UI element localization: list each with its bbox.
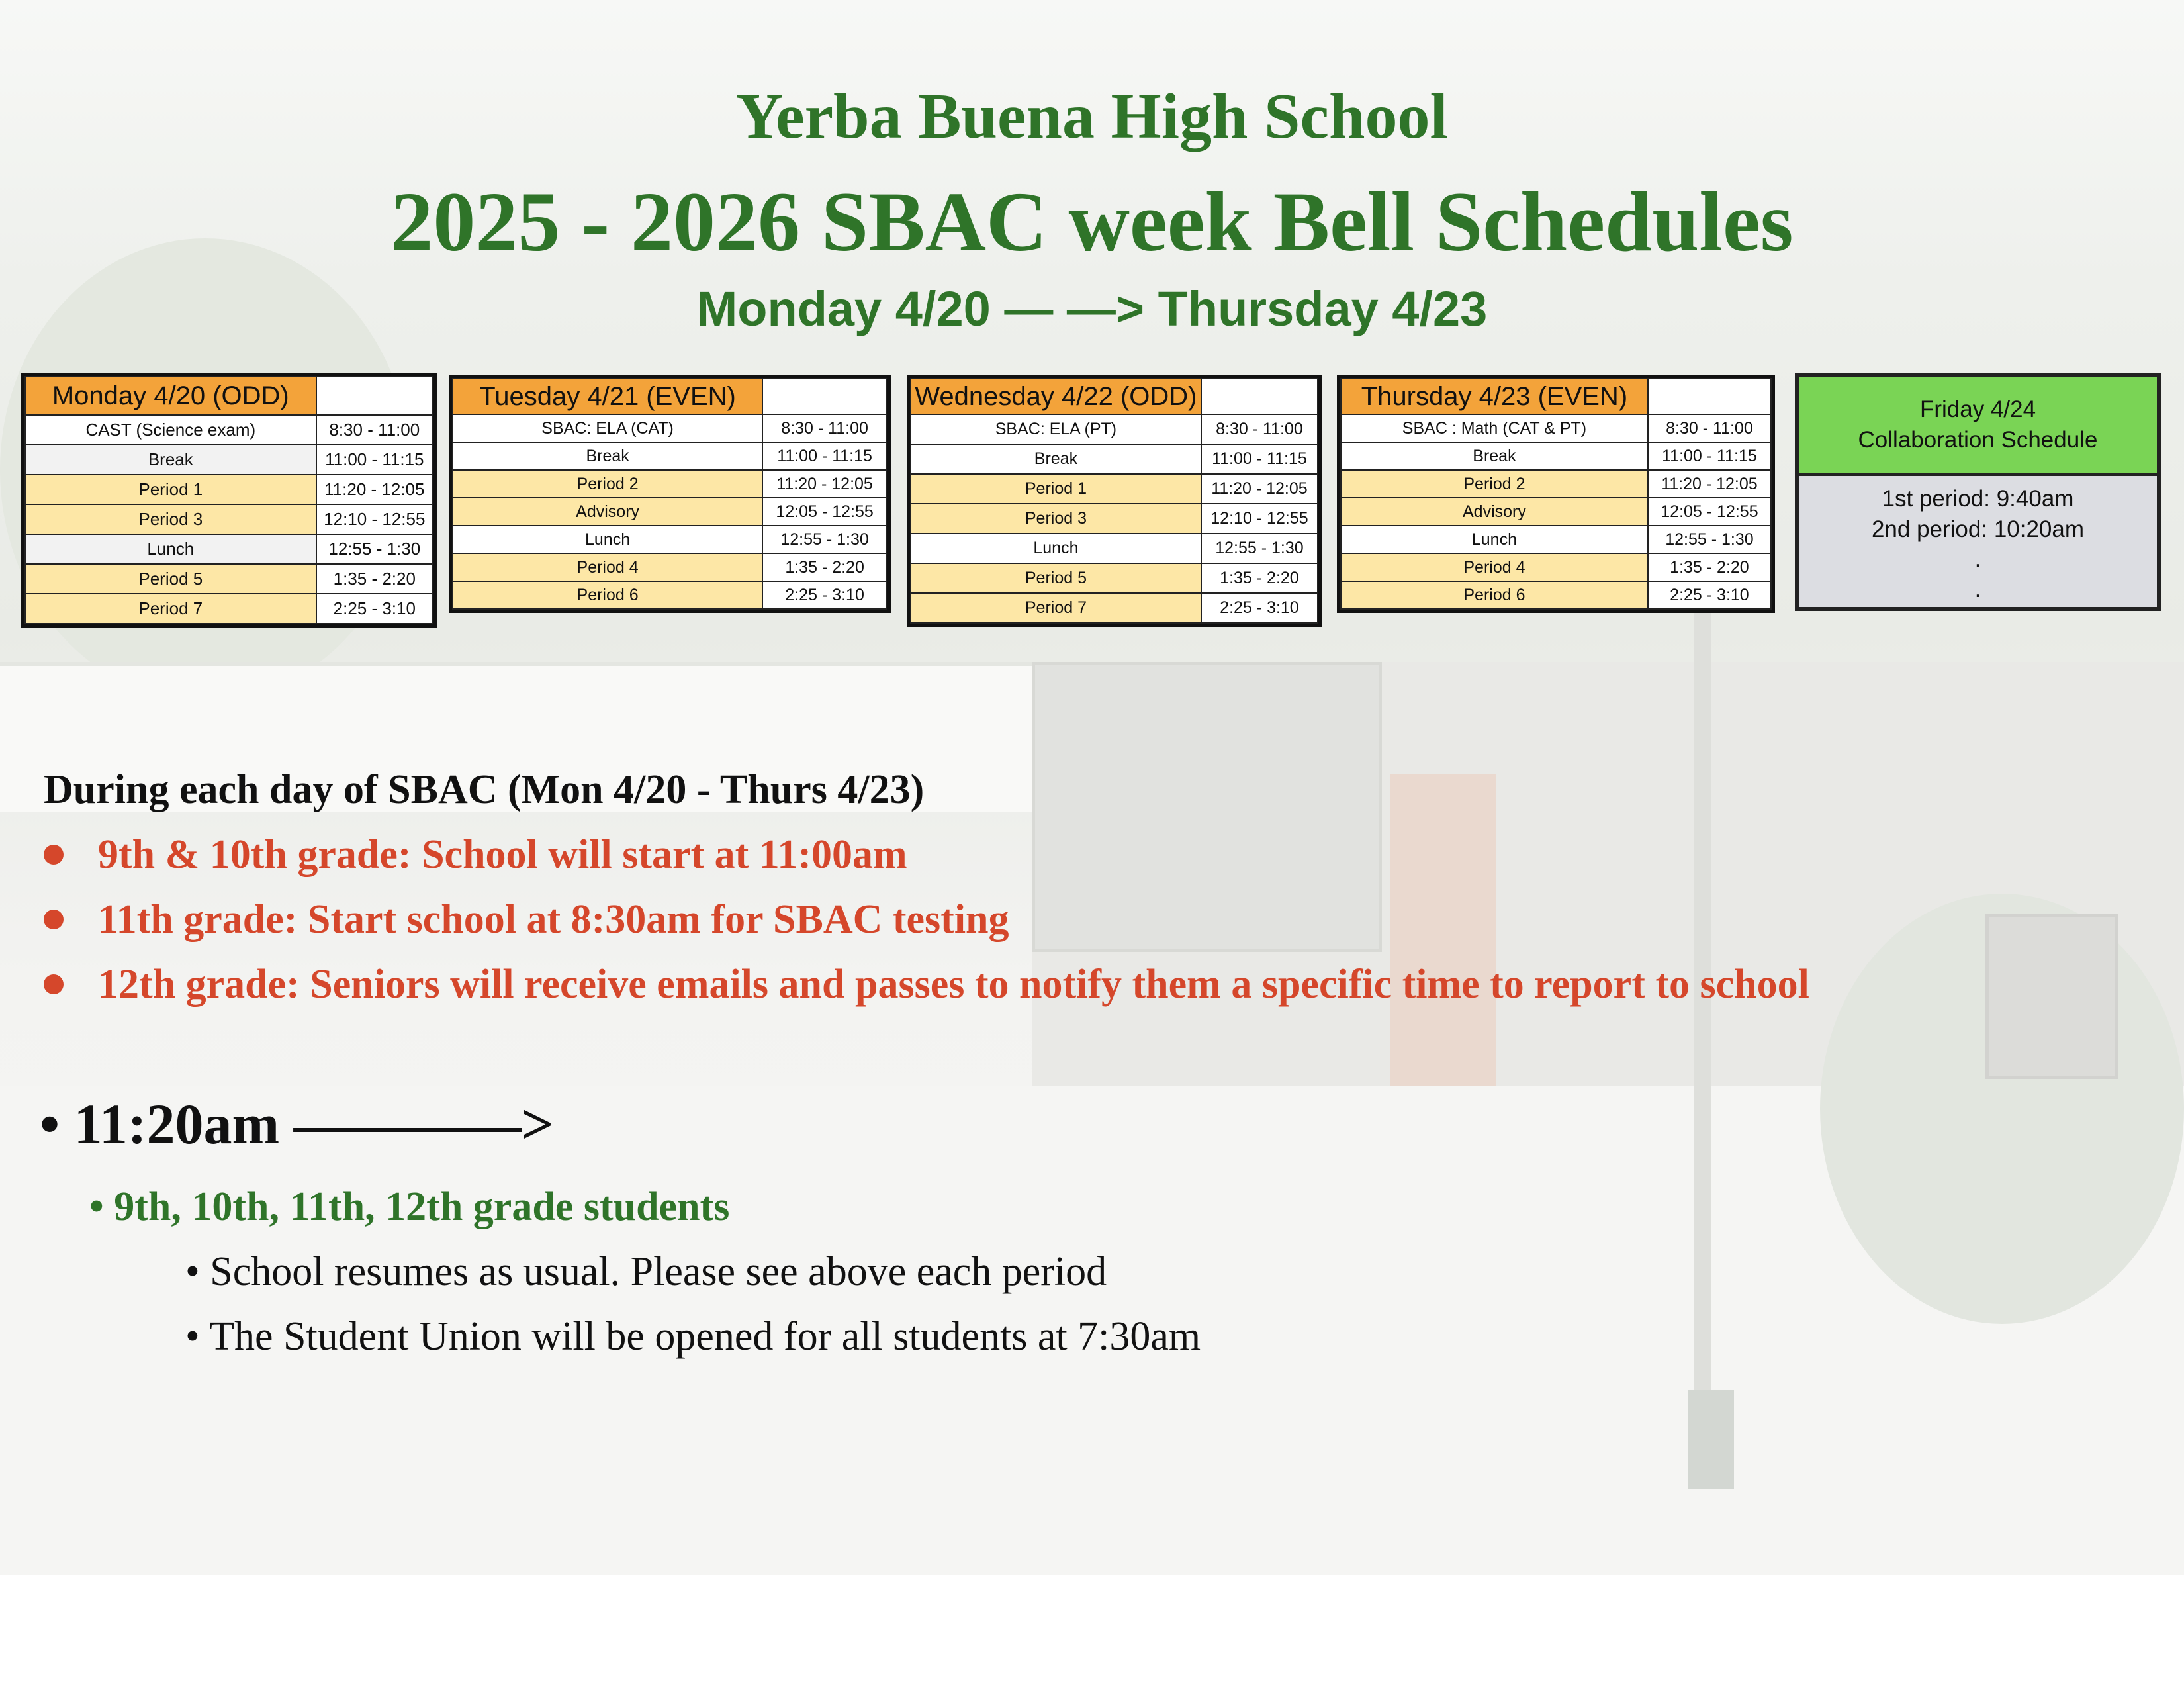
schedule-activity: Period 3	[911, 504, 1201, 534]
schedule-header-blank	[762, 379, 887, 414]
bullet-dot-icon	[44, 910, 64, 929]
schedule-activity: SBAC: ELA (PT)	[911, 414, 1201, 444]
schedule-time: 12:55 - 1:30	[1201, 534, 1318, 563]
schedule-activity: Period 7	[25, 594, 316, 624]
schedule-time: 1:35 - 2:20	[1648, 553, 1771, 581]
schedule-activity: Break	[25, 445, 316, 475]
schedule-activity: Period 4	[453, 553, 762, 581]
schedule-row	[453, 581, 887, 609]
schedule-activity: Period 2	[453, 470, 762, 498]
schedule-time: 12:10 - 12:55	[1201, 504, 1318, 534]
schedule-row	[1341, 470, 1771, 498]
schedule-row	[25, 564, 433, 594]
schedule-row	[1341, 553, 1771, 581]
schedule-activity: Period 6	[453, 581, 762, 609]
page-title: 2025 - 2026 SBAC week Bell Schedules	[390, 175, 1794, 269]
note-bullet	[44, 961, 1809, 1008]
schedule-row	[1341, 442, 1771, 470]
schedule-row	[1341, 526, 1771, 553]
schedule-row	[25, 534, 433, 564]
schedule-day-title: Monday 4/20 (ODD)	[25, 377, 316, 415]
note-bullet-text: 9th & 10th grade: School will start at 11:00am	[98, 832, 907, 877]
bullet-dot-icon	[44, 845, 64, 865]
schedule-table	[452, 378, 887, 610]
schedule-time: 2:25 - 3:10	[1201, 593, 1318, 623]
schedule-monday	[21, 373, 437, 628]
schedule-tuesday	[449, 375, 891, 613]
bullet-dot-icon	[44, 974, 64, 994]
schedule-header-row	[911, 379, 1318, 414]
schedule-activity: CAST (Science exam)	[25, 415, 316, 445]
friday-header	[1799, 377, 2157, 476]
friday-line: 1st period: 9:40am	[1882, 486, 2074, 512]
schedule-header-row	[1341, 379, 1771, 414]
schedule-wednesday	[907, 375, 1322, 627]
schedule-activity: Period 3	[25, 504, 316, 534]
friday-subtitle: Collaboration Schedule	[1858, 426, 2098, 453]
schedule-time: 8:30 - 11:00	[316, 415, 433, 445]
friday-line: .	[1974, 546, 1981, 572]
schedule-thursday	[1337, 375, 1775, 613]
schedule-row	[911, 474, 1318, 504]
schedule-time: 12:10 - 12:55	[316, 504, 433, 534]
schedule-activity: Period 6	[1341, 581, 1648, 609]
schedule-activity: Lunch	[911, 534, 1201, 563]
schedule-row	[453, 498, 887, 526]
schedule-time: 11:00 - 11:15	[1648, 442, 1771, 470]
schedule-time: 2:25 - 3:10	[316, 594, 433, 624]
schedule-activity: Lunch	[453, 526, 762, 553]
schedule-time: 11:00 - 11:15	[316, 445, 433, 475]
schedule-time: 11:20 - 12:05	[316, 475, 433, 504]
schedule-activity: Lunch	[25, 534, 316, 564]
schedule-table	[24, 376, 433, 624]
schedule-activity: Period 5	[25, 564, 316, 594]
schedule-row	[25, 445, 433, 475]
schedule-header-blank	[316, 377, 433, 415]
schedule-time: 8:30 - 11:00	[1201, 414, 1318, 444]
schedule-row	[453, 526, 887, 553]
schedule-time: 8:30 - 11:00	[762, 414, 887, 442]
background-window	[1032, 662, 1382, 952]
schedule-time: 12:55 - 1:30	[1648, 526, 1771, 553]
schedule-time: 1:35 - 2:20	[1201, 563, 1318, 593]
schedule-time: 11:00 - 11:15	[762, 442, 887, 470]
resume-time: • 11:20am ————>	[40, 1092, 554, 1156]
schedule-activity: Period 7	[911, 593, 1201, 623]
schedule-row	[911, 414, 1318, 444]
schedule-activity: Advisory	[453, 498, 762, 526]
schedule-activity: Lunch	[1341, 526, 1648, 553]
note-bullet	[44, 831, 907, 878]
schedule-activity: Advisory	[1341, 498, 1648, 526]
schedule-table	[910, 378, 1318, 624]
schedule-row	[25, 415, 433, 445]
schedule-header-row	[25, 377, 433, 415]
friday-body	[1799, 476, 2157, 607]
schedule-row	[911, 563, 1318, 593]
schedule-activity: Break	[911, 444, 1201, 474]
schedule-table	[1340, 378, 1772, 610]
schedule-row	[1341, 414, 1771, 442]
schedule-time: 12:55 - 1:30	[316, 534, 433, 564]
schedule-time: 11:20 - 12:05	[1648, 470, 1771, 498]
note-bullet-text: 12th grade: Seniors will receive emails and passes to notify them a specific time to report to school	[98, 962, 1809, 1007]
schedule-row	[911, 534, 1318, 563]
schedule-activity: Break	[453, 442, 762, 470]
schedule-time: 12:05 - 12:55	[1648, 498, 1771, 526]
schedule-row	[1341, 581, 1771, 609]
grades-line: • 9th, 10th, 11th, 12th grade students	[89, 1184, 730, 1229]
schedule-time: 12:55 - 1:30	[762, 526, 887, 553]
schedule-row	[453, 470, 887, 498]
schedule-header-blank	[1201, 379, 1318, 414]
schedule-row	[1341, 498, 1771, 526]
friday-title: Friday 4/24	[1919, 397, 2036, 422]
schedule-activity: Period 2	[1341, 470, 1648, 498]
detail-line: • School resumes as usual. Please see above each period	[185, 1249, 1107, 1294]
schedule-activity: Period 5	[911, 563, 1201, 593]
date-range: Monday 4/20 — —> Thursday 4/23	[696, 281, 1488, 336]
schedule-activity: Period 4	[1341, 553, 1648, 581]
schedule-time: 1:35 - 2:20	[316, 564, 433, 594]
schedule-row	[453, 442, 887, 470]
schedule-day-title: Thursday 4/23 (EVEN)	[1341, 379, 1648, 414]
schedule-activity: Period 1	[25, 475, 316, 504]
detail-line: • The Student Union will be opened for all students at 7:30am	[185, 1314, 1201, 1359]
schedule-row	[25, 475, 433, 504]
schedule-row	[25, 504, 433, 534]
background-pole-base	[1688, 1390, 1734, 1489]
schedule-activity: Break	[1341, 442, 1648, 470]
schedule-activity: SBAC : Math (CAT & PT)	[1341, 414, 1648, 442]
schedule-row	[25, 594, 433, 624]
background-window	[1985, 914, 2118, 1079]
schedule-day-title: Tuesday 4/21 (EVEN)	[453, 379, 762, 414]
friday-line: .	[1974, 576, 1981, 602]
schedule-time: 8:30 - 11:00	[1648, 414, 1771, 442]
schedule-activity: SBAC: ELA (CAT)	[453, 414, 762, 442]
friday-line: 2nd period: 10:20am	[1871, 516, 2085, 542]
school-name: Yerba Buena High School	[736, 81, 1448, 152]
schedule-day-title: Wednesday 4/22 (ODD)	[911, 379, 1201, 414]
schedule-row	[911, 504, 1318, 534]
schedule-time: 12:05 - 12:55	[762, 498, 887, 526]
schedule-time: 2:25 - 3:10	[762, 581, 887, 609]
schedule-row	[453, 414, 887, 442]
note-bullet-text: 11th grade: Start school at 8:30am for SBAC testing	[98, 897, 1009, 942]
schedule-friday	[1795, 373, 2161, 611]
schedule-time: 1:35 - 2:20	[762, 553, 887, 581]
notes-heading: During each day of SBAC (Mon 4/20 - Thurs 4/23)	[44, 767, 925, 812]
schedule-row	[911, 593, 1318, 623]
schedule-time: 11:20 - 12:05	[1201, 474, 1318, 504]
schedule-time: 2:25 - 3:10	[1648, 581, 1771, 609]
schedule-time: 11:00 - 11:15	[1201, 444, 1318, 474]
note-bullet	[44, 896, 1009, 943]
schedule-row	[911, 444, 1318, 474]
schedule-row	[453, 553, 887, 581]
schedule-header-blank	[1648, 379, 1771, 414]
schedule-time: 11:20 - 12:05	[762, 470, 887, 498]
schedule-header-row	[453, 379, 887, 414]
schedule-activity: Period 1	[911, 474, 1201, 504]
